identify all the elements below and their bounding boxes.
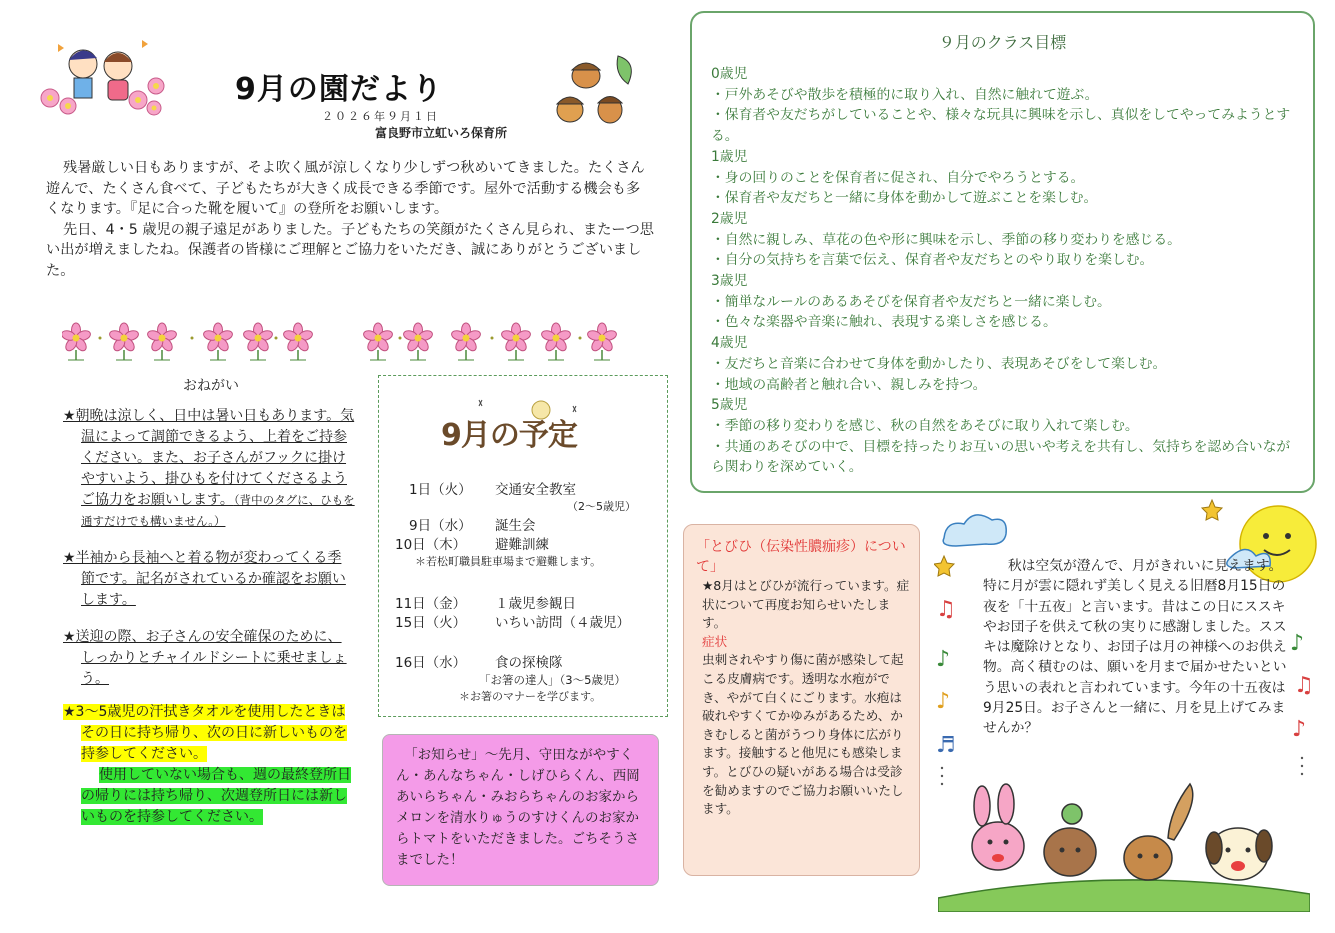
goal-line: ・共通のあそびの中で、目標を持ったりお互いの思いや考えを共有し、気持ちを認め合いながら関わりを深めていく。 [711,438,1291,476]
svg-text:♬: ♬ [936,733,956,758]
goal-line: 2歳児 [711,210,748,227]
request-item-name-label: ★半袖から長袖へと着る物が変わってくる季節です。記名がされているか確認をお願いします。 [63,550,346,608]
goal-line: ・色々な楽器や音楽に触れ、表現する楽しさを感じる。 [711,314,1057,331]
event-1-note: （2～5歳児） [567,500,636,513]
goal-line: ・簡単なルールのあるあそびを保育者や友だちと一緒に楽しむ。 [711,293,1111,310]
event-3: 10日（木） 避難訓練 [395,537,549,553]
event-6-note: 「お箸の達人」（3～5歳児） [479,673,626,687]
intro-paragraph-1: 残暑厳しい日もありますが、そよ吹く風が涼しくなり少しずつ秋めいてきました。たくさん遊んで、たくさん食べて、子どもたちが大きく成長できる季節です。屋外で活動する機会も多くなります。『足に合った靴を履いて』の登所をお願いします。 [46,160,645,218]
svg-text:♫: ♫ [1294,673,1314,698]
svg-text:♫: ♫ [936,597,956,622]
requests-list [63,406,355,844]
goal-line: ・友だちと音楽に合わせて身体を動かしたり、表現あそびをして楽しむ。 [711,355,1167,372]
class-goals-heading: ９月のクラス目標 [938,33,1067,52]
goal-line: ・身の回りのことを保育者に促され、自分でやろうとする。 [711,169,1085,186]
event-1: 1日（火） 交通安全教室 [409,482,576,498]
svg-text:♪: ♪ [1292,717,1307,742]
class-goals-box [690,11,1315,493]
tobihi-intro: ★8月はとびひが流行っています。症状について再度お知らせいたします。 [702,578,910,631]
svg-text:♪: ♪ [1290,631,1305,656]
flower-divider [62,322,622,362]
tobihi-symptom-text: 虫刺されやすり傷に菌が感染して起こる皮膚病です。透明な水疱ができ、やがて白くにごります。水疱は破れやすくてかゆみがあるため、かきむしると菌がうつり身体に広がります。接触すると他児にも感染します。とびひの疑いがある場合は受診を勧めますのでご協力お願いいたします。 [702,652,904,817]
goal-line: 1歳児 [711,148,748,165]
goal-line: 0歳児 [711,66,748,82]
request-item-towel [63,702,355,828]
event-5: 15日（火） いちい訪問（４歳児） [395,615,630,631]
request-towel-text: ★3～5歳児の汗拭きタオルを使用したときはその日に持ち帰り、次の日に新しいものを持参してください。 [63,704,347,762]
request-item-childseat: ★送迎の際、お子さんの安全確保のために、しっかりとチャイルドシートに乗せましょう。 [63,629,347,687]
tobihi-symptom-label: 症状 [702,633,728,649]
organization-name: 富良野市立虹いろ保育所 [375,126,508,140]
tobihi-heading: 「とびひ（伝染性膿痂疹）について」 [696,539,906,575]
request-jacket-note: （背中のタグに、ひもを通すだけでも構いません。） [81,493,355,528]
goal-line: ・保育者や友だちと一緒に身体を動かして遊ぶことを楽しむ。 [711,190,1098,207]
tobihi-box [683,524,920,876]
goal-line: ・保育者や友だちがしていることや、様々な玩具に興味を示し、真似をしてやってみようとする。 [711,107,1291,145]
event-3-note: ＊若松町職員駐車場まで避難します。 [415,555,602,568]
request-towel-weekly: 使用していない場合も、週の最終登所日の帰りには持ち帰り、次週登所日には新しいものを持参してください。 [81,767,351,825]
page-title: 9月の園だより [235,72,443,107]
intro-paragraph-2: 先日、4・5 歳児の親子遠足がありました。子どもたちの笑顔がたくさん見られ、またーつ思い出が増えましたね。保護者の皆様にご理解とご協力をいただき、誠にありがとうございました。 [46,221,654,279]
event-6-note-2: ＊お箸のマナーを学びます。 [459,690,602,703]
acorn-illustration [548,48,640,130]
class-goals-list [711,64,1303,478]
notice-box [382,734,659,886]
event-4: 11日（金） １歳児参観日 [395,596,576,612]
goal-line: ・自然に親しみ、草花の色や形に興味を示し、季節の移り変わりを感じる。 [711,231,1181,248]
goal-line: ・自分の気持ちを言葉で伝え、保育者や友だちとのやり取りを楽しむ。 [711,252,1154,269]
intro-text [46,158,654,282]
goal-line: 4歳児 [711,335,748,352]
requests-heading: おねがい [183,378,239,394]
svg-text:♪: ♪ [936,647,951,672]
event-2: 9日（水） 誕生会 [409,518,536,534]
animals-illustration [938,780,1310,912]
jugoya-paragraph: 秋は空気が澄んで、月がきれいに見えます。特に月が雲に隠れず美しく見える旧暦8月15日の夜を「十五夜」と言います。昔はこの日にススキやお団子を供えて秋の実りに感謝しました。ススキは魔除けとなり、お団子は月の神様へのお供え物。高く積むのは、願いを月まで届かせたいという思いの表れと言われています。今年の十五夜は9月25日。お子さんと一緒に、月を見上げてみませんか？ [983,558,1287,737]
goal-line: ・季節の移り変わりを感じ、秋の自然をあそびに取り入れて楽しむ。 [711,417,1139,434]
schedule-box [378,375,668,717]
tobihi-body [702,577,910,819]
goal-line: 3歳児 [711,273,748,290]
goal-line: 5歳児 [711,397,748,414]
issue-date: ２０２６年９月１日 [322,110,439,123]
request-item-jacket [63,406,355,532]
svg-text:♪: ♪ [936,689,951,714]
children-flowers-illustration [38,36,168,118]
notice-text: 「お知らせ」～先月、守田ながやすくん・あんなちゃん・しげひらくん、西岡あいらちゃん・みおらちゃんのお家からメロンを清水りゅうのすけくんのお家からトマトをいただきました。ごちそうさまでした！ [396,747,640,868]
schedule-title: 9月の予定 [441,418,577,453]
request-jacket-text: ★朝晩は涼しく、日中は暑い日もあります。気温によって調節できるよう、上着をご持参ください。また、お子さんがフックに掛けやすいよう、掛ひもを付けてくださるようご協力をお願いします。 [63,408,355,508]
music-notes-left [934,596,962,786]
goal-line: ・地域の高齢者と触れ合い、親しみを持つ。 [711,376,987,393]
goal-line: ・戸外あそびや散歩を積極的に取り入れ、自然に触れて遊ぶ。 [711,86,1099,103]
jugoya-text [983,556,1293,739]
event-6: 16日（水） 食の探検隊 [395,655,563,671]
